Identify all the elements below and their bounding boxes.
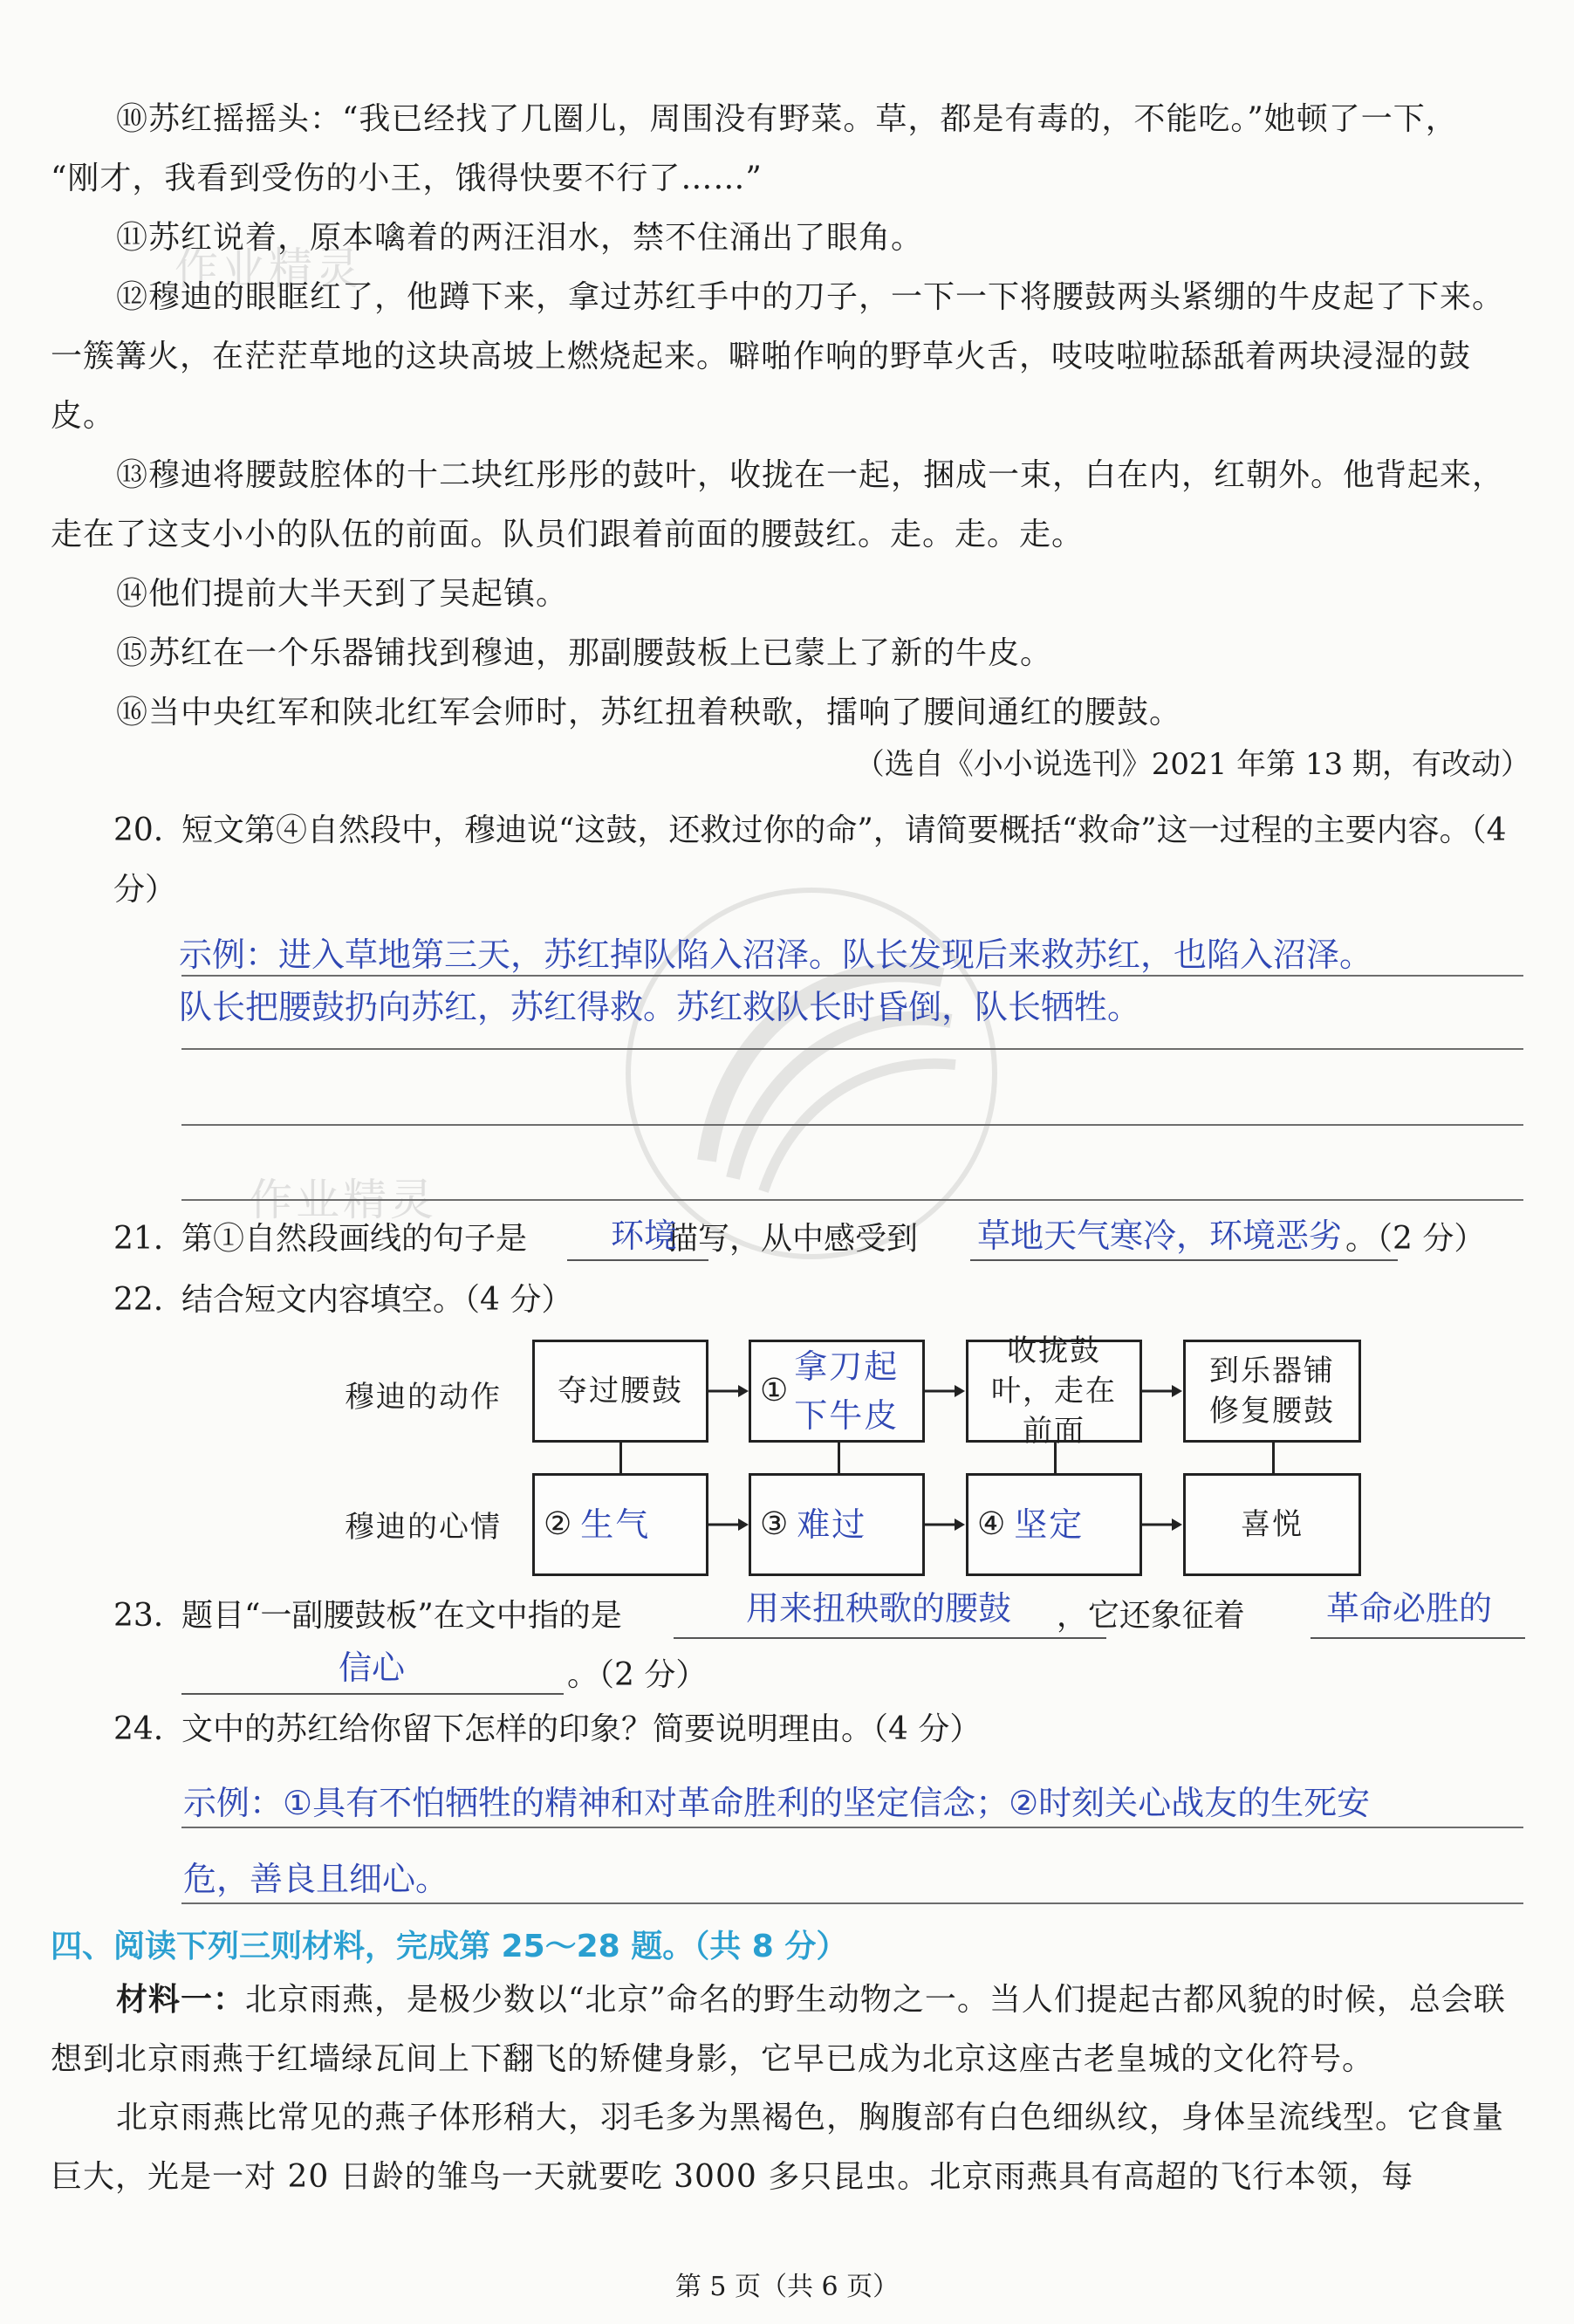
question-20-number: 20. [113,812,164,848]
action-2-answer: 拿刀起下牛皮 [794,1347,900,1435]
watermark-text-middle: 作业精灵 [249,1175,437,1225]
answer-rule [181,975,1523,977]
question-20 [113,801,1523,920]
material-1-paragraph-2: 北京雨燕比常见的燕子体形稍大，羽毛多为黑褐色，胸腹部有白色细纵纹，身体呈流线型。它食量巨大，光是一对 20 日龄的雏鸟一天就要吃 3000 多只昆虫。北京雨燕具有高超的飞行本领，每 [51,2100,1505,2195]
paragraph-15: ⑮苏红在一个乐器铺找到穆迪，那副腰鼓板上已蒙上了新的牛皮。 [116,635,1053,671]
arrow-right-icon [1142,1379,1182,1403]
mood-box-1 [532,1473,708,1576]
mood-1-answer: 生气 [580,1505,651,1544]
mood-4-text: 喜悦 [1241,1507,1304,1542]
q21-text-a: 第①自然段画线的句子是 [181,1221,528,1257]
arrow-right-icon [708,1379,749,1403]
arrow-right-icon [925,1379,965,1403]
action-4-text: 到乐器铺修复腰鼓 [1209,1354,1335,1429]
answer-rule [181,1902,1523,1904]
mood-2-answer: 难过 [797,1505,867,1544]
action-3-text: 收拢鼓叶，走在前面 [991,1333,1117,1449]
watermark-text-top: 作业精灵 [175,243,363,294]
q24-answer-line-1: 示例：①具有不怕牺牲的精神和对革命胜利的坚定信念；②时刻关心战友的生死安 [183,1784,1371,1822]
material-1-text: 北京雨燕，是极少数以“北京”命名的野生动物之一。当人们提起古都风貌的时候，总会联想到北京雨燕于红墙绿瓦间上下翻飞的矫健身影，它早已成为北京这座古老皇城的文化符号。 [51,1982,1506,2077]
connector-line [1272,1440,1275,1473]
action-box-4 [1183,1340,1361,1443]
q21-blank-1 [567,1259,708,1261]
source-citation: （选自《小小说选刊》2021 年第 13 期，有改动） [854,747,1530,782]
question-22 [113,1271,572,1330]
arrow-right-icon [925,1512,965,1537]
section-4-heading: 四、阅读下列三则材料，完成第 25～28 题。（共 8 分） [51,1929,848,1964]
mood-box-3 [966,1473,1142,1576]
connector-line [838,1440,840,1473]
q21-blank-2 [970,1259,1398,1261]
q21-answer-2: 草地天气寒冷，环境恶劣 [977,1217,1343,1255]
q23-blank-1 [674,1637,1106,1639]
action-1-text: 夺过腰鼓 [558,1374,683,1409]
answer-rule [181,1827,1523,1828]
question-24-text: 文中的苏红给你留下怎样的印象？简要说明理由。（4 分） [181,1711,982,1747]
q23-answer-2b: 信心 [339,1649,406,1687]
q23-answer-1: 用来扭秧歌的腰鼓 [746,1589,1012,1628]
question-22-number: 22. [113,1282,164,1318]
row-label-actions: 穆迪的动作 [345,1380,502,1415]
paragraph-14: ⑭他们提前大半天到了吴起镇。 [116,576,569,612]
q23-text-c: 。（2 分） [567,1657,708,1693]
q21-text-c: 。（2 分） [1345,1221,1486,1257]
q23-blank-2b [181,1693,564,1695]
paragraph-11: ⑪苏红说着，原本噙着的两汪泪水，禁不住涌出了眼角。 [116,220,924,256]
action-box-1 [532,1340,708,1443]
paragraph-10: ⑩苏红摇摇头：“我已经找了几圈儿，周围没有野菜。草，都是有毒的，不能吃。”她顿了一下， [116,101,1458,137]
paragraph-10-continued: “刚才，我看到受伤的小王，饿得快要不行了……” [51,161,763,196]
paragraph-12: ⑫穆迪的眼眶红了，他蹲下来，拿过苏红手中的刀子，一下一下将腰鼓两头紧绷的牛皮起了下来。一簇篝火，在茫茫草地的这块高坡上燃烧起来。噼啪作响的野草火舌，吱吱啦啦舔舐着两块浸湿的鼓皮。 [51,279,1505,434]
answer-rule [181,1048,1523,1050]
q21-text-b: 描写，从中感受到 [667,1221,919,1257]
page-footer: 第 5 页（共 6 页） [674,2272,900,2302]
action-box-2 [749,1340,925,1443]
connector-line [619,1440,622,1473]
question-23-number: 23. [113,1598,164,1634]
mood-box-2 [749,1473,925,1576]
q23-blank-2a [1311,1637,1525,1639]
mood-1-marker: ② [544,1506,574,1542]
mood-2-marker: ③ [760,1506,790,1542]
answer-rule [181,1124,1523,1126]
q23-answer-2a: 革命必胜的 [1326,1589,1493,1628]
q20-answer-line-1: 示例：进入草地第三天，苏红掉队陷入沼泽。队长发现后来救苏红，也陷入沼泽。 [179,936,1373,974]
question-24-number: 24. [113,1711,164,1747]
q21-answer-1: 环境 [611,1217,678,1255]
question-20-text: 短文第④自然段中，穆迪说“这鼓，还救过你的命”，请简要概括“救命”这一过程的主要内容。（4 分） [113,812,1507,908]
mood-box-4 [1183,1473,1361,1576]
paragraph-13: ⑬穆迪将腰鼓腔体的十二块红彤彤的鼓叶，收拢在一起，捆成一束，白在内，红朝外。他背起来，走在了这支小小的队伍的前面。队员们跟着前面的腰鼓红。走。走。走。 [51,457,1505,552]
question-24 [113,1700,981,1759]
question-22-text: 结合短文内容填空。（4 分） [181,1282,573,1318]
q23-text-b: ，它还象征着 [1056,1598,1245,1634]
mood-3-answer: 坚定 [1014,1505,1085,1544]
question-21-number: 21. [113,1221,164,1257]
answer-rule [181,1199,1523,1201]
material-1-paragraph-1 [51,1970,1523,2089]
q23-text-a: 题目“一副腰鼓板”在文中指的是 [181,1598,622,1634]
paragraph-16: ⑯当中央红军和陕北红军会师时，苏红扭着秧歌，擂响了腰间通红的腰鼓。 [116,695,1182,730]
action-2-marker: ① [760,1373,790,1409]
mood-3-marker: ④ [977,1506,1008,1542]
arrow-right-icon [1142,1512,1182,1537]
action-box-3 [966,1333,1142,1449]
q20-answer-line-2: 队长把腰鼓扔向苏红，苏红得救。苏红救队长时昏倒，队长牺牲。 [179,988,1141,1026]
arrow-right-icon [708,1512,749,1537]
row-label-moods: 穆迪的心情 [345,1510,502,1545]
material-1-label: 材料一： [116,1981,246,2018]
q24-answer-line-2: 危，善良且细心。 [183,1860,449,1898]
